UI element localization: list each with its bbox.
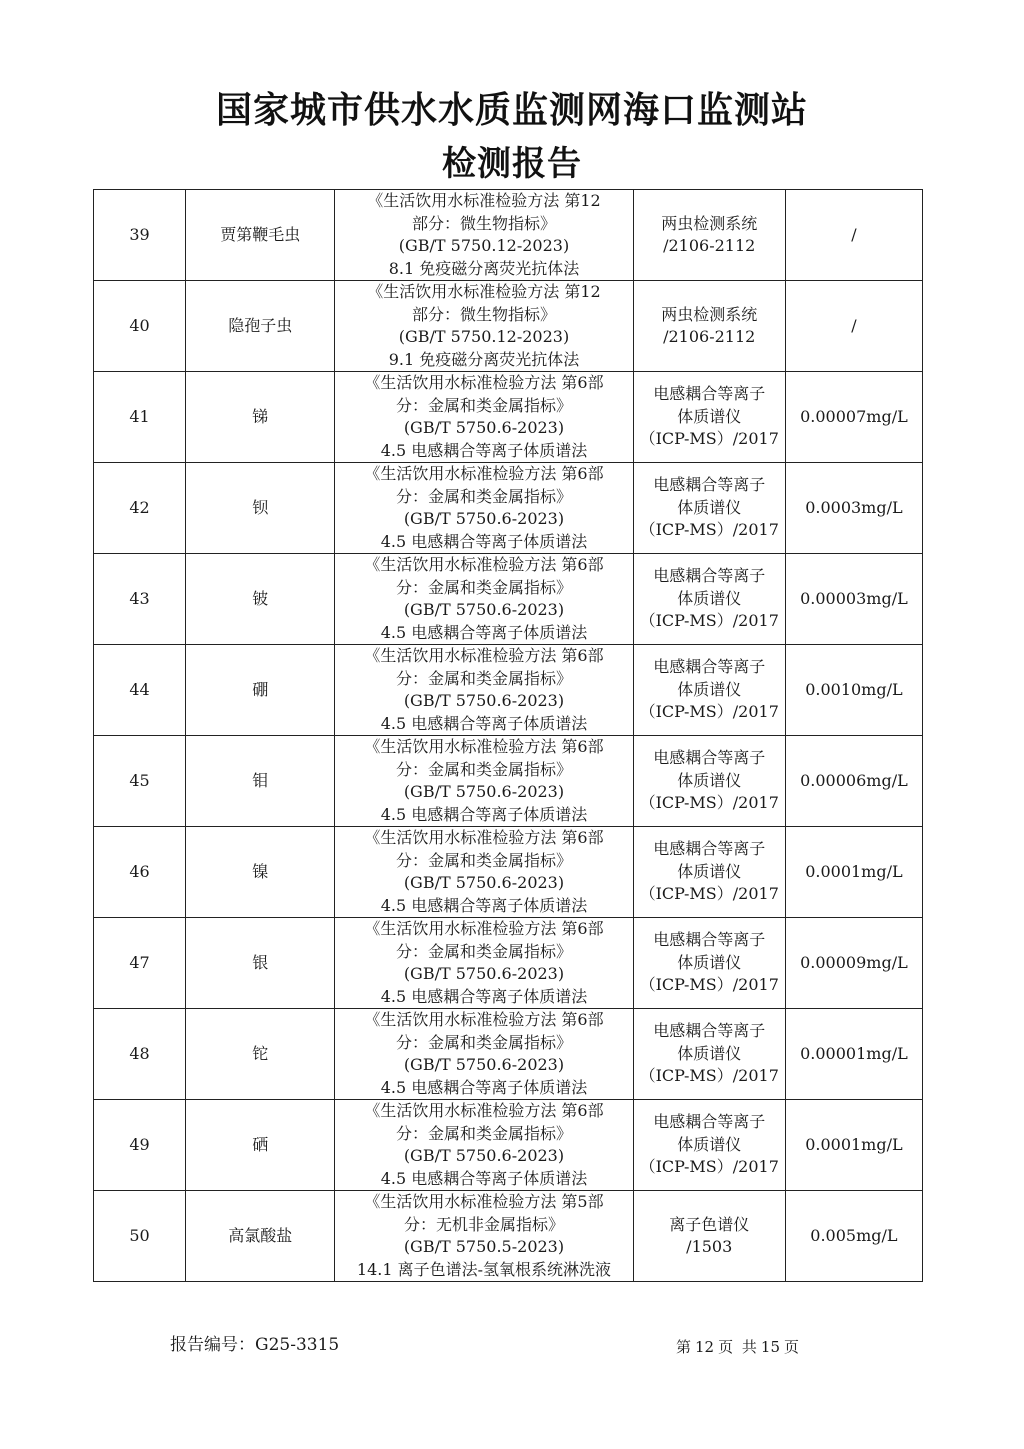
test-method-line: 4.5 电感耦合等离子体质谱法 bbox=[380, 804, 588, 824]
table-row bbox=[94, 918, 923, 1009]
equipment-line: 电感耦合等离子 bbox=[653, 839, 766, 859]
test-method-line: 4.5 电感耦合等离子体质谱法 bbox=[380, 531, 588, 551]
test-method-line: (GB/T 5750.6-2023) bbox=[403, 509, 565, 528]
equipment bbox=[633, 736, 785, 827]
test-method-line: (GB/T 5750.6-2023) bbox=[403, 782, 565, 801]
row-number: 45 bbox=[94, 736, 186, 827]
row-number: 43 bbox=[94, 554, 186, 645]
row-number: 39 bbox=[94, 190, 186, 281]
test-item: 锑 bbox=[186, 372, 335, 463]
table-row bbox=[94, 281, 923, 372]
equipment bbox=[633, 827, 785, 918]
detection-limit: / bbox=[785, 281, 922, 372]
test-item: 硼 bbox=[186, 645, 335, 736]
test-method bbox=[335, 1191, 633, 1282]
test-method-line: (GB/T 5750.12-2023) bbox=[398, 327, 570, 346]
test-method-line: 4.5 电感耦合等离子体质谱法 bbox=[380, 1077, 588, 1097]
table-row bbox=[94, 1191, 923, 1282]
test-method-line: (GB/T 5750.6-2023) bbox=[403, 1055, 565, 1074]
test-method-line: 4.5 电感耦合等离子体质谱法 bbox=[380, 440, 588, 460]
row-number: 40 bbox=[94, 281, 186, 372]
test-method bbox=[335, 918, 633, 1009]
test-method-line: 《生活饮用水标准检验方法 第5部 bbox=[364, 1192, 604, 1211]
equipment-line: （ICP-MS）/2017 bbox=[639, 1157, 779, 1177]
equipment-line: 两虫检测系统 bbox=[661, 213, 758, 233]
test-method-line: 4.5 电感耦合等离子体质谱法 bbox=[380, 986, 588, 1006]
test-method bbox=[335, 554, 633, 645]
test-method bbox=[335, 463, 633, 554]
table-row bbox=[94, 463, 923, 554]
equipment bbox=[633, 281, 785, 372]
equipment-line: 体质谱仪 bbox=[677, 497, 742, 517]
test-method-line: (GB/T 5750.12-2023) bbox=[398, 236, 570, 255]
table-row bbox=[94, 645, 923, 736]
test-method-line: 《生活饮用水标准检验方法 第12 bbox=[367, 191, 601, 210]
test-method-line: 分：金属和类金属指标》 bbox=[395, 759, 572, 779]
test-item: 高氯酸盐 bbox=[186, 1191, 335, 1282]
equipment-line: （ICP-MS）/2017 bbox=[639, 429, 779, 449]
detection-limit: 0.0001mg/L bbox=[785, 827, 922, 918]
detection-limit: / bbox=[785, 190, 922, 281]
row-number: 42 bbox=[94, 463, 186, 554]
equipment-line: 体质谱仪 bbox=[677, 679, 742, 699]
equipment-line: 体质谱仪 bbox=[677, 1043, 742, 1063]
equipment bbox=[633, 918, 785, 1009]
detection-limit: 0.0001mg/L bbox=[785, 1100, 922, 1191]
report-number: 报告编号：G25-3315 bbox=[170, 1335, 340, 1355]
report-subtitle: 检测报告 bbox=[442, 144, 582, 184]
row-number: 48 bbox=[94, 1009, 186, 1100]
test-item: 贾第鞭毛虫 bbox=[186, 190, 335, 281]
equipment-line: 体质谱仪 bbox=[677, 588, 742, 608]
page-label-suffix: 页 bbox=[784, 1338, 800, 1356]
table-row bbox=[94, 1100, 923, 1191]
equipment-line: 电感耦合等离子 bbox=[653, 930, 766, 950]
equipment bbox=[633, 554, 785, 645]
equipment-line: 电感耦合等离子 bbox=[653, 475, 766, 495]
test-method bbox=[335, 372, 633, 463]
row-number: 41 bbox=[94, 372, 186, 463]
page-label-total: 共 bbox=[741, 1338, 757, 1356]
test-item: 铍 bbox=[186, 554, 335, 645]
page-label-prefix: 第 bbox=[676, 1338, 692, 1356]
equipment-line: 体质谱仪 bbox=[677, 861, 742, 881]
row-number: 49 bbox=[94, 1100, 186, 1191]
row-number: 44 bbox=[94, 645, 186, 736]
equipment-line: 电感耦合等离子 bbox=[653, 1021, 766, 1041]
test-item: 隐孢子虫 bbox=[186, 281, 335, 372]
test-method bbox=[335, 645, 633, 736]
test-method-line: 分：金属和类金属指标》 bbox=[395, 668, 572, 688]
test-method-line: 4.5 电感耦合等离子体质谱法 bbox=[380, 713, 588, 733]
detection-limit: 0.00009mg/L bbox=[785, 918, 922, 1009]
equipment-line: 体质谱仪 bbox=[677, 406, 742, 426]
test-item: 钡 bbox=[186, 463, 335, 554]
table-row bbox=[94, 827, 923, 918]
test-method-line: 《生活饮用水标准检验方法 第6部 bbox=[364, 646, 604, 665]
equipment bbox=[633, 190, 785, 281]
report-title: 国家城市供水水质监测网海口监测站 bbox=[215, 90, 808, 131]
test-item: 镍 bbox=[186, 827, 335, 918]
table-row bbox=[94, 554, 923, 645]
test-method-line: (GB/T 5750.6-2023) bbox=[403, 873, 565, 892]
test-method bbox=[335, 281, 633, 372]
equipment-line: （ICP-MS）/2017 bbox=[639, 884, 779, 904]
equipment bbox=[633, 1191, 785, 1282]
page-indicator bbox=[676, 1336, 803, 1357]
equipment-line: 体质谱仪 bbox=[677, 770, 742, 790]
row-number: 50 bbox=[94, 1191, 186, 1282]
results-table bbox=[93, 189, 923, 1282]
test-method bbox=[335, 827, 633, 918]
equipment bbox=[633, 1009, 785, 1100]
detection-limit: 0.00003mg/L bbox=[785, 554, 922, 645]
results-table-body bbox=[94, 190, 923, 1282]
test-method-line: (GB/T 5750.6-2023) bbox=[403, 691, 565, 710]
equipment-line: /2106-2112 bbox=[663, 327, 756, 346]
test-method-line: 4.5 电感耦合等离子体质谱法 bbox=[380, 895, 588, 915]
equipment bbox=[633, 372, 785, 463]
equipment-line: （ICP-MS）/2017 bbox=[639, 1066, 779, 1086]
test-method-line: 《生活饮用水标准检验方法 第6部 bbox=[364, 373, 604, 392]
test-method-line: 4.5 电感耦合等离子体质谱法 bbox=[380, 622, 588, 642]
equipment-line: /2106-2112 bbox=[663, 236, 756, 255]
test-method-line: 《生活饮用水标准检验方法 第6部 bbox=[364, 737, 604, 756]
detection-limit: 0.005mg/L bbox=[785, 1191, 922, 1282]
equipment bbox=[633, 1100, 785, 1191]
test-method-line: (GB/T 5750.6-2023) bbox=[403, 964, 565, 983]
equipment-line: 离子色谱仪 bbox=[669, 1214, 750, 1234]
test-method-line: 《生活饮用水标准检验方法 第12 bbox=[367, 282, 601, 301]
page-total: 15 bbox=[760, 1338, 781, 1356]
equipment-line: /1503 bbox=[686, 1237, 733, 1256]
test-method-line: (GB/T 5750.6-2023) bbox=[403, 600, 565, 619]
test-method-line: (GB/T 5750.6-2023) bbox=[403, 418, 565, 437]
test-method-line: 分：金属和类金属指标》 bbox=[395, 1123, 572, 1143]
test-method-line: 分：无机非金属指标》 bbox=[403, 1214, 564, 1234]
equipment-line: 电感耦合等离子 bbox=[653, 748, 766, 768]
page-label-page: 页 bbox=[718, 1338, 734, 1356]
test-method-line: 《生活饮用水标准检验方法 第6部 bbox=[364, 555, 604, 574]
test-method-line: 《生活饮用水标准检验方法 第6部 bbox=[364, 828, 604, 847]
equipment-line: （ICP-MS）/2017 bbox=[639, 702, 779, 722]
test-method-line: 14.1 离子色谱法-氢氧根系统淋洗液 bbox=[356, 1259, 612, 1279]
test-method-line: 《生活饮用水标准检验方法 第6部 bbox=[364, 919, 604, 938]
equipment-line: 两虫检测系统 bbox=[661, 304, 758, 324]
test-method-line: 《生活饮用水标准检验方法 第6部 bbox=[364, 464, 604, 483]
test-method bbox=[335, 1009, 633, 1100]
equipment bbox=[633, 463, 785, 554]
equipment-line: （ICP-MS）/2017 bbox=[639, 793, 779, 813]
test-method-line: 分：金属和类金属指标》 bbox=[395, 941, 572, 961]
equipment-line: 体质谱仪 bbox=[677, 952, 742, 972]
detection-limit: 0.00006mg/L bbox=[785, 736, 922, 827]
test-method-line: 9.1 免疫磁分离荧光抗体法 bbox=[388, 349, 580, 369]
equipment-line: 电感耦合等离子 bbox=[653, 1112, 766, 1132]
row-number: 47 bbox=[94, 918, 186, 1009]
test-method bbox=[335, 1100, 633, 1191]
equipment-line: （ICP-MS）/2017 bbox=[639, 520, 779, 540]
detection-limit: 0.0003mg/L bbox=[785, 463, 922, 554]
test-method bbox=[335, 736, 633, 827]
test-method-line: 部分：微生物指标》 bbox=[411, 213, 556, 233]
test-method-line: 分：金属和类金属指标》 bbox=[395, 850, 572, 870]
equipment-line: 电感耦合等离子 bbox=[653, 384, 766, 404]
test-item: 铊 bbox=[186, 1009, 335, 1100]
test-method bbox=[335, 190, 633, 281]
equipment bbox=[633, 645, 785, 736]
equipment-line: （ICP-MS）/2017 bbox=[639, 611, 779, 631]
test-method-line: 分：金属和类金属指标》 bbox=[395, 577, 572, 597]
table-row bbox=[94, 736, 923, 827]
test-method-line: 4.5 电感耦合等离子体质谱法 bbox=[380, 1168, 588, 1188]
detection-limit: 0.00007mg/L bbox=[785, 372, 922, 463]
test-item: 银 bbox=[186, 918, 335, 1009]
test-method-line: 《生活饮用水标准检验方法 第6部 bbox=[364, 1101, 604, 1120]
detection-limit: 0.0010mg/L bbox=[785, 645, 922, 736]
table-row bbox=[94, 1009, 923, 1100]
row-number: 46 bbox=[94, 827, 186, 918]
test-method-line: (GB/T 5750.5-2023) bbox=[403, 1237, 565, 1256]
equipment-line: （ICP-MS）/2017 bbox=[639, 975, 779, 995]
test-item: 钼 bbox=[186, 736, 335, 827]
equipment-line: 电感耦合等离子 bbox=[653, 566, 766, 586]
test-method-line: 部分：微生物指标》 bbox=[411, 304, 556, 324]
test-method-line: (GB/T 5750.6-2023) bbox=[403, 1146, 565, 1165]
equipment-line: 体质谱仪 bbox=[677, 1134, 742, 1154]
table-row bbox=[94, 190, 923, 281]
test-item: 硒 bbox=[186, 1100, 335, 1191]
page-current: 12 bbox=[695, 1338, 715, 1356]
test-method-line: 分：金属和类金属指标》 bbox=[395, 1032, 572, 1052]
equipment-line: 电感耦合等离子 bbox=[653, 657, 766, 677]
table-row bbox=[94, 372, 923, 463]
test-method-line: 《生活饮用水标准检验方法 第6部 bbox=[364, 1010, 604, 1029]
test-method-line: 8.1 免疫磁分离荧光抗体法 bbox=[388, 258, 580, 278]
detection-limit: 0.00001mg/L bbox=[785, 1009, 922, 1100]
test-method-line: 分：金属和类金属指标》 bbox=[395, 486, 572, 506]
test-method-line: 分：金属和类金属指标》 bbox=[395, 395, 572, 415]
